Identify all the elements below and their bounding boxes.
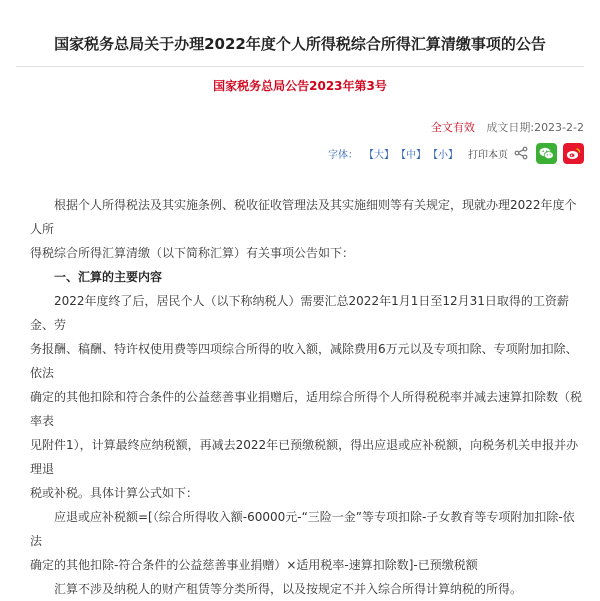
- paragraph-line: 务报酬、稿酬、特许权使用费等四项综合所得的收入额，减除费用6万元以及专项扣除、专项附加扣除、依法: [30, 342, 578, 380]
- title-divider: [16, 66, 584, 67]
- print-page-link[interactable]: 打印本页: [468, 149, 508, 161]
- paragraph-line: 根据个人所得税法及其实施条例、税收征收管理法及其实施细则等有关规定，现就办理2022年度个人所: [30, 198, 577, 236]
- formula-line: 应退或应补税额=[（综合所得收入额-60000元-“三险一金”等专项扣除-子女教育等专项附加扣除-依法: [30, 510, 575, 548]
- share-icon[interactable]: [514, 146, 528, 160]
- font-size-small-link[interactable]: 【小】: [428, 149, 458, 161]
- font-size-large-link[interactable]: 【大】: [364, 149, 394, 161]
- validity-status: 全文有效: [430, 121, 475, 134]
- weibo-icon[interactable]: [563, 143, 584, 164]
- article-body: [30, 193, 586, 601]
- issue-date: 成文日期:2023-2-2: [486, 121, 584, 134]
- paragraph-line: 见附件1），计算最终应纳税额，再减去2022年已预缴税额，得出应退或应补税额，向税务机关申报并办理退: [30, 438, 579, 476]
- section-heading: 一、汇算的主要内容: [54, 270, 163, 284]
- paragraph-line: 税或补税。具体计算公式如下：: [30, 486, 199, 500]
- wechat-icon[interactable]: [536, 143, 557, 164]
- article-title: 国家税务总局关于办理2022年度个人所得税综合所得汇算清缴事项的公告: [54, 35, 546, 53]
- font-size-medium-link[interactable]: 【中】: [396, 149, 426, 161]
- paragraph-line: 得税综合所得汇算清缴（以下简称汇算）有关事项公告如下：: [30, 246, 355, 260]
- article-meta: [431, 119, 584, 135]
- paragraph-line: 2022年度终了后，居民个人（以下称纳税人）需要汇总2022年1月1日至12月31日取得的工资薪金、劳: [30, 294, 569, 332]
- formula-line: 确定的其他扣除-符合条件的公益慈善事业捐赠）×适用税率-速算扣除数]-已预缴税额: [30, 558, 478, 572]
- article-toolbar: [328, 142, 584, 164]
- paragraph-line: 汇算不涉及纳税人的财产租赁等分类所得，以及按规定不并入综合所得计算纳税的所得。: [54, 582, 523, 596]
- paragraph-line: 确定的其他扣除和符合条件的公益慈善事业捐赠后，适用综合所得个人所得税税率并减去速算扣除数（税率表: [30, 390, 583, 428]
- font-size-label: 字体：: [328, 149, 358, 161]
- announcement-number: 国家税务总局公告2023年第3号: [213, 79, 387, 93]
